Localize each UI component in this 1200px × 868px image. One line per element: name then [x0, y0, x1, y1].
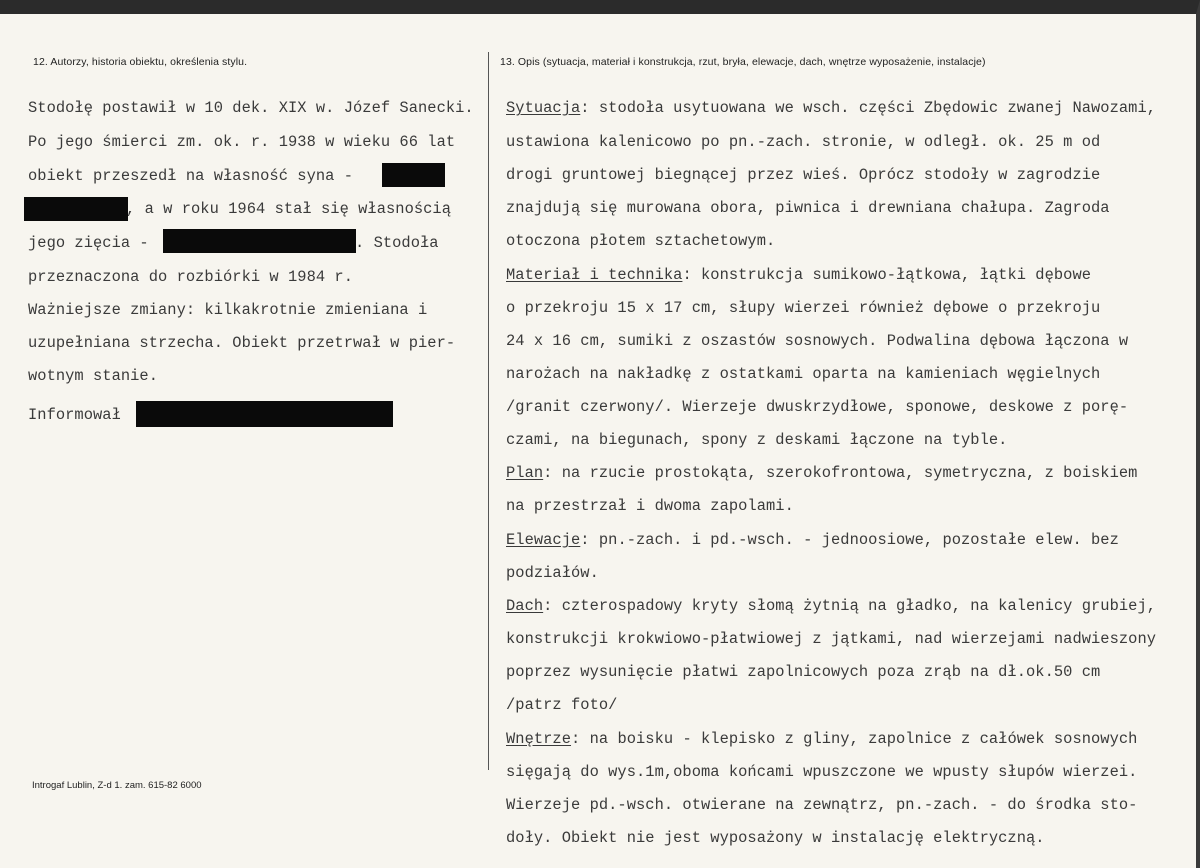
description-line: poprzez wysunięcie płatwi zapolnicowych poza zrąb na dł.ok.50 cm: [506, 663, 1101, 681]
description-line: konstrukcji krokwiowo-płatwiowej z jątkami, nad wierzejami nadwieszony: [506, 630, 1157, 648]
redaction-bar: [382, 163, 445, 187]
redaction-bar: [136, 401, 393, 427]
history-line: Po jego śmierci zm. ok. r. 1938 w wieku 66 lat: [28, 133, 456, 151]
history-line: . Stodoła: [355, 234, 439, 252]
roof-label: Dach: [506, 597, 544, 615]
description-line: /patrz foto/: [506, 696, 618, 714]
description-line: na przestrzał i dwoma zapolami.: [506, 497, 794, 515]
history-line: przeznaczona do rozbiórki w 1984 r.: [28, 268, 354, 286]
situation-line: Sytuacja: stodoła usytuowana we wsch. części Zbędowic zwanej Nawozami,: [506, 99, 1157, 117]
elevation-label: Elewacje: [506, 531, 581, 549]
printer-imprint: Introgaf Lublin, Z-d 1. zam. 615-82 6000: [32, 780, 202, 791]
section-12-heading: 12. Autorzy, historia obiektu, określenia stylu.: [33, 56, 248, 68]
description-line: doły. Obiekt nie jest wyposażony w instalację elektryczną.: [506, 829, 1045, 847]
redaction-bar: [24, 197, 128, 221]
description-line: czami, na biegunach, spony z deskami łączone na tyble.: [506, 431, 1008, 449]
description-line: 24 x 16 cm, sumiki z oszastów sosnowych. Podwalina dębowa łączona w: [506, 332, 1129, 350]
elevation-line: Elewacje: pn.-zach. i pd.-wsch. - jednoosiowe, pozostałe elew. bez: [506, 531, 1119, 549]
history-line: Ważniejsze zmiany: kilkakrotnie zmieniana i: [28, 301, 428, 319]
material-line: Materiał i technika: konstrukcja sumikowo-łątkowa, łątki dębowe: [506, 266, 1092, 284]
history-line: jego zięcia -: [28, 234, 149, 252]
description-line: narożach na nakładkę z ostatkami oparta na kamieniach węgielnych: [506, 365, 1101, 383]
description-line: o przekroju 15 x 17 cm, słupy wierzei również dębowe o przekroju: [506, 299, 1101, 317]
material-label: Materiał i technika: [506, 266, 683, 284]
description-line: ustawiona kalenicowo po pn.-zach. stronie, w odległ. ok. 25 m od: [506, 133, 1101, 151]
history-line: obiekt przeszedł na własność syna -: [28, 167, 354, 185]
history-line: , a w roku 1964 stał się własnością: [126, 200, 452, 218]
column-divider: [488, 52, 489, 770]
description-line: podziałów.: [506, 564, 599, 582]
description-line: sięgają do wys.1m,oboma końcami wpuszczone we wpusty słupów wierzei.: [506, 763, 1138, 781]
history-line: wotnym stanie.: [28, 367, 159, 385]
interior-label: Wnętrze: [506, 730, 572, 748]
roof-line: Dach: czterospadowy kryty słomą żytnią na gładko, na kalenicy grubiej,: [506, 597, 1157, 615]
plan-line: Plan: na rzucie prostokąta, szerokofrontowa, symetryczna, z boiskiem: [506, 464, 1138, 482]
interior-line: Wnętrze: na boisku - klepisko z gliny, zapolnice z całówek sosnowych: [506, 730, 1138, 748]
history-line: uzupełniana strzecha. Obiekt przetrwał w pier-: [28, 334, 456, 352]
description-line: znajdują się murowana obora, piwnica i drewniana chałupa. Zagroda: [506, 199, 1110, 217]
description-line: otoczona płotem sztachetowym.: [506, 232, 776, 250]
section-13-heading: 13. Opis (sytuacja, materiał i konstrukcja, rzut, bryła, elewacje, dach, wnętrze wyposażenie, instalacje): [500, 56, 986, 68]
plan-label: Plan: [506, 464, 544, 482]
redaction-bar: [163, 229, 356, 253]
description-line: drogi gruntowej biegnącej przez wieś. Oprócz stodoły w zagrodzie: [506, 166, 1101, 184]
description-line: Wierzeje pd.-wsch. otwierane na zewnątrz, pn.-zach. - do środka sto-: [506, 796, 1138, 814]
situation-label: Sytuacja: [506, 99, 581, 117]
informant-label: Informował: [28, 406, 121, 424]
description-line: /granit czerwony/. Wierzeje dwuskrzydłowe, sponowe, deskowe z porę-: [506, 398, 1129, 416]
history-line: Stodołę postawił w 10 dek. XIX w. Józef Sanecki.: [28, 99, 474, 117]
